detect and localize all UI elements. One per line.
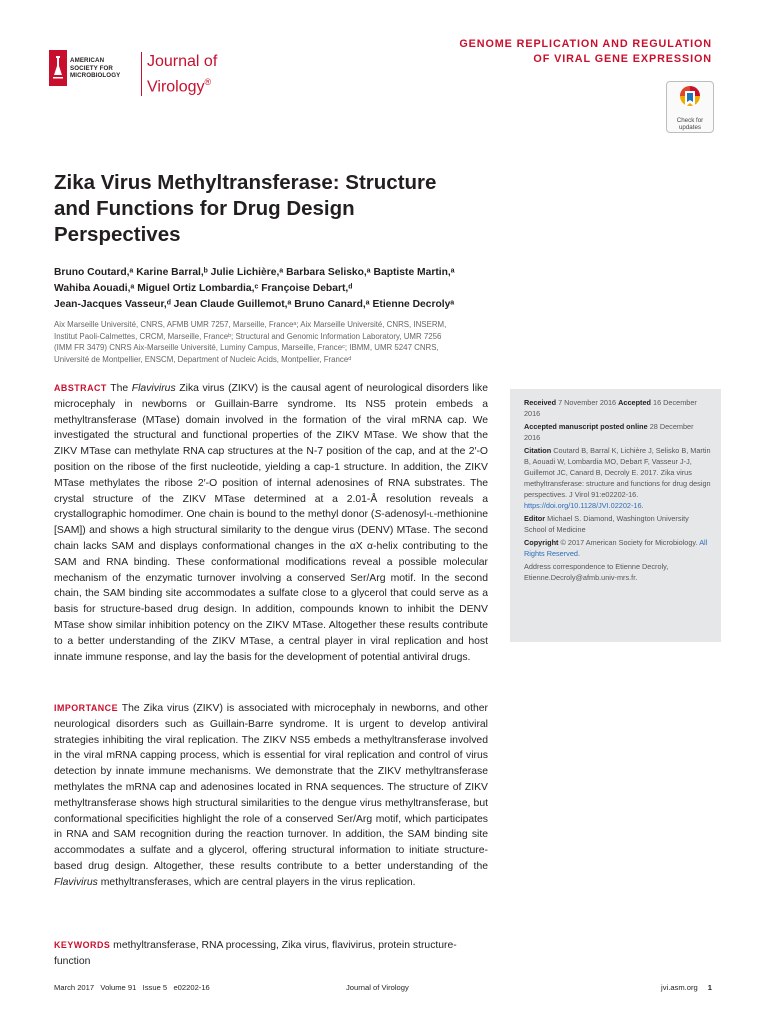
keywords-heading: KEYWORDS <box>54 940 111 950</box>
importance: IMPORTANCE The Zika virus (ZIKV) is associated with microcephaly in newborns, and other neurological disorders such as Guillain-Barre syndrome. It is urgent to develop antiviral strategies inhibiting the viral replication. The ZIKV NS5 embeds a methyltransferase involved in the viral mRNA capping process, which is essential for viral replication and control of virus detection by innate immune mechanisms. We demonstrate that the ZIKV methyltransferase methylates the mRNA cap and adenosines located in RNA sequences. The structure of ZIKV methyltransferase shows high structural similarities to the dengue virus methyltransferase, but conformational specificities highlight the role of a conserved Ser/Arg motif, which participates in RNA and SAM recognition during the reaction turnover. In addition, the SAM binding site accommodates a sulfate and a glycerol, offering structural information to initiate structure-based drug design. Altogether, these results contribute to a better understanding of the Flavivirus methyltransferases, which are central players in the virus replication. <box>54 703 488 888</box>
abstract-heading: ABSTRACT <box>54 383 107 393</box>
keywords-list: methyltransferase, RNA processing, Zika virus, flavivirus, protein structure-function <box>54 940 457 967</box>
footer-right <box>661 983 712 992</box>
rights-link[interactable]: All Rights Reserved <box>524 538 708 558</box>
citation: Citation Coutard B, Barral K, Lichière J, Selisko B, Martin B, Aouadi W, Lombardia MO, Debart F, Vasseur J-J, Guillemot JC, Canard B, Decroly E. 2017. Zika virus methyltransferase: structure and functions for drug design perspectives. J Virol 91:e02202-16. https://doi.org/10.1128/JVI.02202-16. <box>524 446 711 510</box>
footer-issue: March 2017 Volume 91 Issue 5 e02202-16 <box>54 983 210 992</box>
journal-name: Journal of Virology® <box>147 53 218 96</box>
footer-journal: Journal of Virology <box>346 983 409 992</box>
check-for-updates-label: Check for updates <box>676 117 704 131</box>
asm-logo <box>49 50 67 86</box>
importance-heading: IMPORTANCE <box>54 703 118 713</box>
section-heading: GENOME REPLICATION AND REGULATION OF VIRAL GENE EXPRESSION <box>459 38 712 65</box>
keywords <box>54 938 488 970</box>
bookmark-icon <box>678 85 702 111</box>
author-list: Bruno Coutard,ᵃ Karine Barral,ᵇ Julie Lichière,ᵃ Barbara Selisko,ᵃ Baptiste Martin,ᵃ Wahiba Aouadi,ᵃ Miguel Ortiz Lombardia,ᶜ Françoise Debart,ᵈ Jean-Jacques Vasseur,ᵈ Jean Claude Guillemot,ᵃ Bruno Canard,ᵃ Etienne Decrolyᵃ <box>54 267 455 310</box>
article-title: Zika Virus Methyltransferase: Structure and Functions for Drug Design Perspectives <box>54 171 437 246</box>
posted-online-info: Accepted manuscript posted online 28 December 2016 <box>524 422 694 442</box>
affiliations: Aix Marseille Université, CNRS, AFMB UMR 7257, Marseille, Franceᵃ; Aix Marseille Université, CNRS, INSERM, Institut Paoli-Calmettes, CRCM, Marseille, Franceᵇ; Structural and Genomic Information Laboratory, UMR 7256 (IMM FR 3479) CNRS Aix-Marseille Université, Luminy Campus, Marseille, Franceᶜ; IBMM, UMR 5247 CNRS, Université de Montpellier, ENSCM, Department of Nucleic Acids, Montpellier, Franceᵈ <box>54 320 447 364</box>
doi-link[interactable]: https://doi.org/10.1128/JVI.02202-16 <box>524 501 642 510</box>
copyright-info: Copyright © 2017 American Society for Microbiology. All Rights Reserved. <box>524 538 708 558</box>
editor-info: Editor Michael S. Diamond, Washington University School of Medicine <box>524 514 689 534</box>
logo-divider <box>141 52 142 96</box>
flask-icon <box>50 51 66 85</box>
check-for-updates-badge[interactable] <box>666 81 714 133</box>
page-number: 1 <box>707 983 712 992</box>
received-info: Received 7 November 2016 Accepted 16 December 2016 <box>524 398 697 418</box>
footer-site-link[interactable]: jvi.asm.org <box>661 983 698 992</box>
society-name: AMERICAN SOCIETY FOR MICROBIOLOGY <box>70 57 121 80</box>
correspondence: Address correspondence to Etienne Decroly, Etienne.Decroly@afmb.univ-mrs.fr. <box>524 562 669 582</box>
abstract: ABSTRACT The Flavivirus Zika virus (ZIKV) is the causal agent of neurological disorders like microcephaly in newborns or Guillain-Barre syndrome. Its NS5 protein embeds a methyltransferase (MTase) domain involved in the formation of the viral mRNA cap. We investigated the structural and functional properties of the ZIKV MTase. We show that the ZIKV MTase can methylate RNA cap structures at the N-7 position of the cap, and at the 2′-O position on the ribose of the first nucleotide, yielding a cap-1 structure. In addition, the ZIKV MTase methylates the ribose 2′-O position of internal adenosines of RNA substrates. The crystal structure of the ZIKV MTase determined at a 2.01-Å resolution reveals a crystallographic homodimer. One chain is bound to the methyl donor (S-adenosyl-l-methionine [SAM]) and shows a high structural similarity to the dengue virus (DENV) MTase. The second chain lacks SAM and displays conformational changes in the αX α-helix contributing to the SAM and RNA binding. These conformational modifications reveal a possible molecular mechanism of the enzymatic turnover involving a conserved Ser/Arg motif. In the second chain, the SAM binding site accommodates a sulfate close to a glycerol that could serve as a basis for structure-based drug design. In addition, compounds known to inhibit the DENV MTase show similar inhibition potency on the ZIKV MTase. Altogether these results contribute to a better understanding of the ZIKV MTase, a central player in viral replication and host innate immune response, and lay the basis for the development of potential antiviral drugs. <box>54 383 489 663</box>
article-info-sidebar <box>510 389 721 642</box>
